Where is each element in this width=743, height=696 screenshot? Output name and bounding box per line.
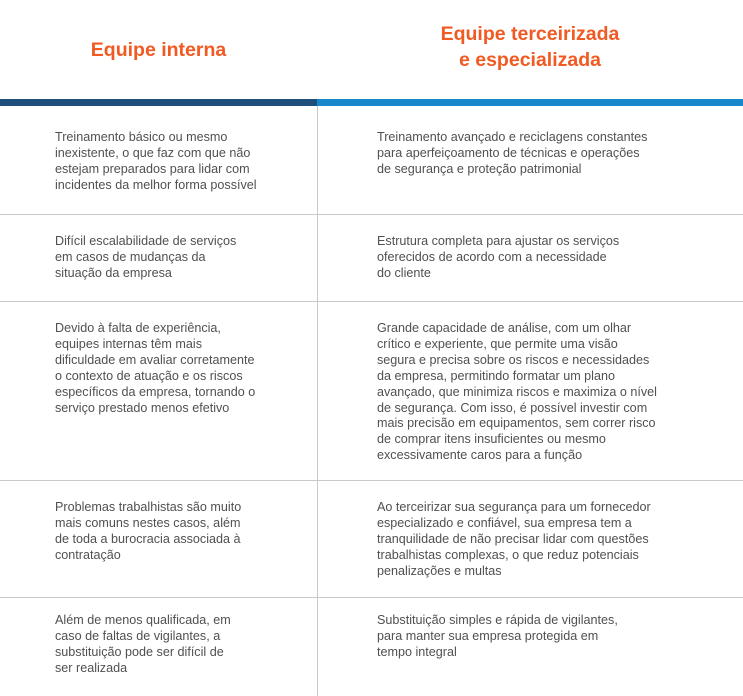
row-separator <box>0 597 743 598</box>
row-2-outsourced-cell: Estrutura completa para ajustar os serviços oferecidos de acordo com a necessidade do cliente <box>377 234 620 280</box>
row-5-outsourced-cell: Substituição simples e rápida de vigilantes, para manter sua empresa protegida em tempo integral <box>377 613 618 659</box>
row-separator <box>0 480 743 481</box>
row-2-internal-cell: Difícil escalabilidade de serviços em casos de mudanças da situação da empresa <box>55 234 237 280</box>
header-bar-right <box>317 99 743 106</box>
row-separator <box>0 301 743 302</box>
row-1-outsourced-cell: Treinamento avançado e reciclagens constantes para aperfeiçoamento de técnicas e operações de segurança e proteção patrimonial <box>377 130 648 176</box>
row-1-internal-cell: Treinamento básico ou mesmo inexistente, o que faz com que não estejam preparados para lidar com incidentes da melhor forma possível <box>55 130 257 192</box>
row-4-internal-cell: Problemas trabalhistas são muito mais comuns nestes casos, além de toda a burocracia associada à contratação <box>55 500 242 562</box>
row-3-outsourced-cell: Grande capacidade de análise, com um olhar crítico e experiente, que permite uma visão segura e precisa sobre os riscos e necessidades da empresa, permitindo formatar um plano avançado, que minimiza riscos e maximiza o nível de segurança. Com isso, é possível investir com mais precisão em equipamentos, sem correr risco de comprar itens insuficientes ou mesmo excessivamente caros para a função <box>377 321 657 463</box>
column-divider <box>317 106 318 696</box>
column-title-internal-team: Equipe interna <box>90 38 227 61</box>
row-4-outsourced-cell: Ao terceirizar sua segurança para um fornecedor especializado e confiável, sua empresa tem a tranquilidade de não precisar lidar com questões trabalhistas complexas, o que reduz potenciais penalizações e multas <box>377 500 651 578</box>
header-bar-left <box>0 99 317 106</box>
comparison-header <box>0 0 743 99</box>
row-3-internal-cell: Devido à falta de experiência, equipes internas têm mais dificuldade em avaliar corretamente o contexto de atuação e os riscos específicos da empresa, tornando o serviço prestado menos efetivo <box>55 321 256 415</box>
row-5-internal-cell: Além de menos qualificada, em caso de faltas de vigilantes, a substituição pode ser difícil de ser realizada <box>55 613 231 675</box>
row-separator <box>0 214 743 215</box>
column-title-outsourced-team: Equipe terceirizada e especializada <box>440 22 620 71</box>
